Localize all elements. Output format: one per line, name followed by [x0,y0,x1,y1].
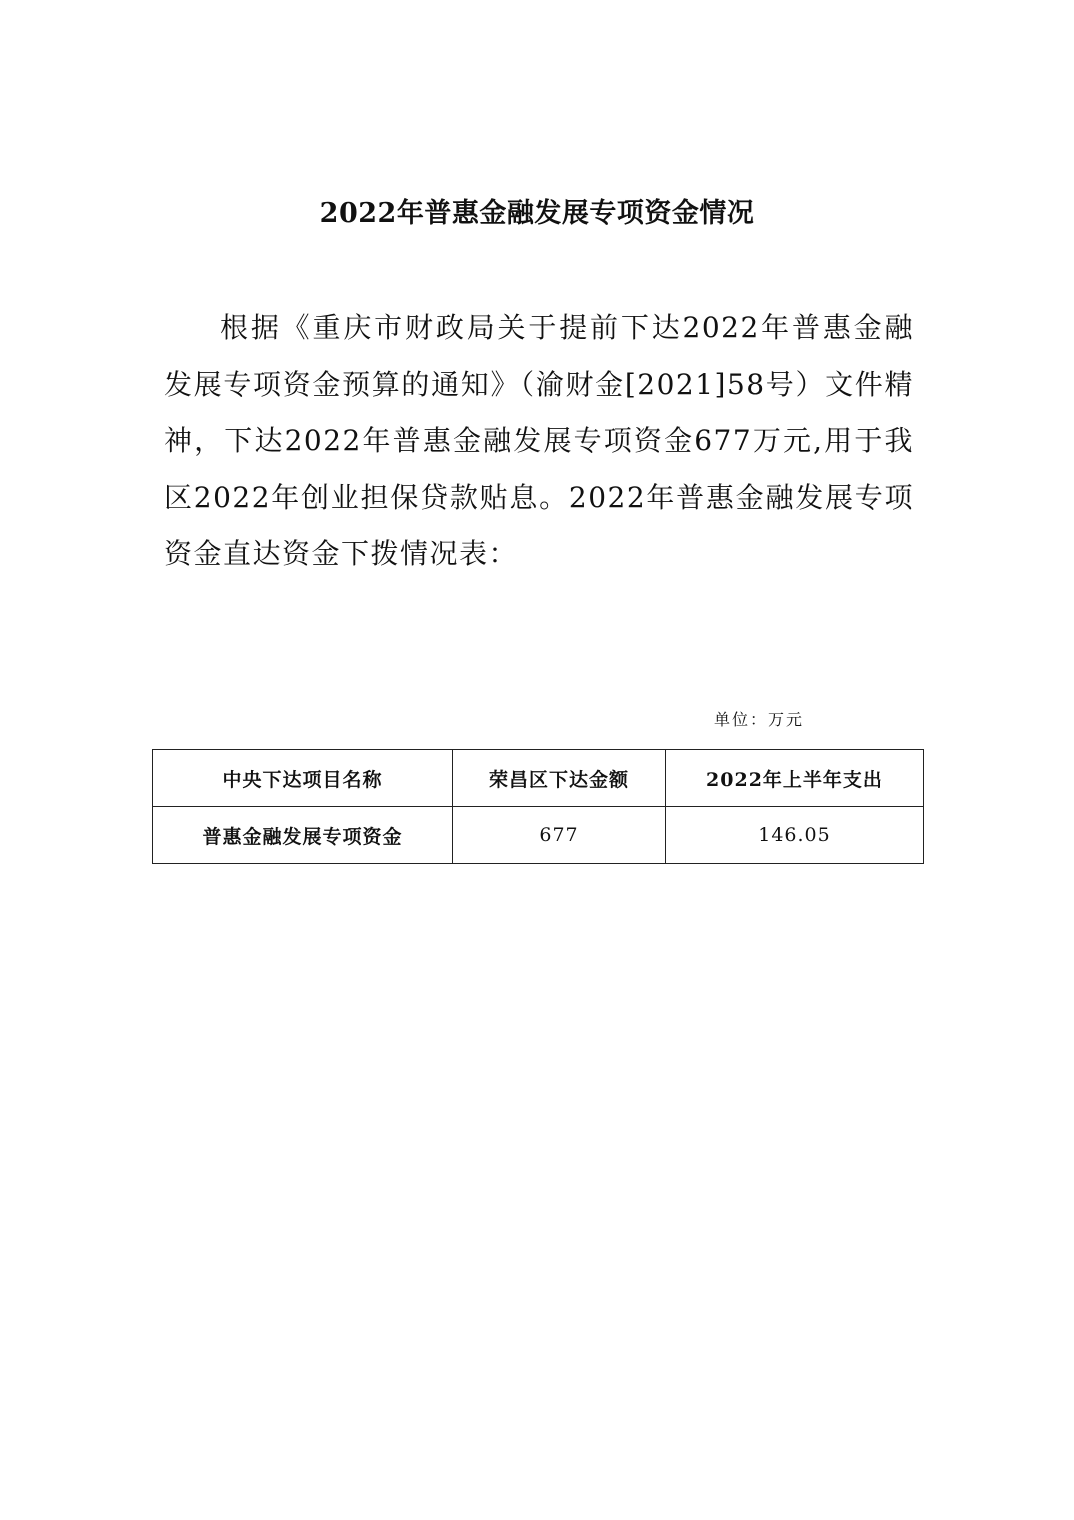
header-h1-expenditure: 2022年上半年支出 [666,750,924,807]
unit-label: 单位：万元 [713,710,804,729]
document-title: 2022年普惠金融发展专项资金情况 [319,198,755,229]
table-header-row [153,750,924,807]
cell-project-name: 普惠金融发展专项资金 [153,807,453,864]
table-row [153,807,924,864]
header-allocated-amount: 荣昌区下达金额 [453,750,666,807]
cell-h1-expenditure: 146.05 [666,807,924,864]
header-project-name: 中央下达项目名称 [153,750,453,807]
body-paragraph: 根据《重庆市财政局关于提前下达2022年普惠金融发展专项资金预算的通知》（渝财金[2021]58号）文件精神，下达2022年普惠金融发展专项资金677万元,用于我区2022年创业担保贷款贴息。2022年普惠金融发展专项资金直达资金下拨情况表： [164,311,914,570]
cell-allocated-amount: 677 [453,807,666,864]
funds-allocation-table [152,749,924,864]
